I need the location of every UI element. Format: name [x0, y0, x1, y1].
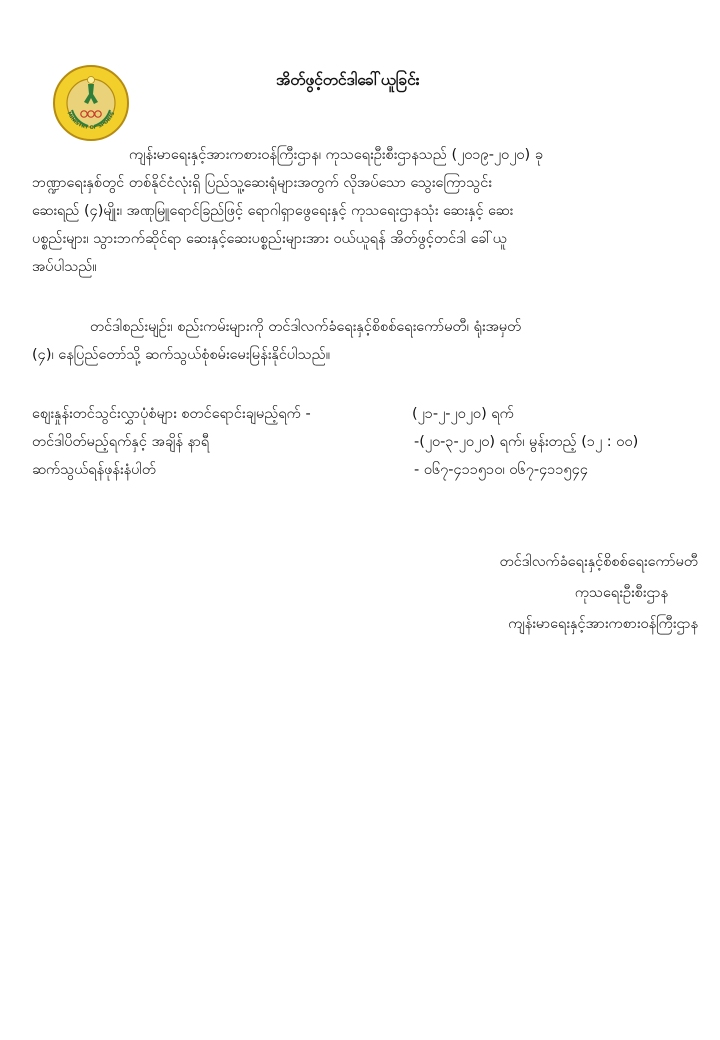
paragraph-line: တင်ဒါစည်းမျဉ်း၊ စည်းကမ်းများကို တင်ဒါလက်ခံရေးနှင့်စိစစ်ရေးကော်မတီ၊ ရုံးအမှတ် — [90, 319, 522, 335]
info-row-phone — [32, 456, 700, 484]
info-value: (၂၁-၂-၂၀၂၀) ရက် — [412, 406, 514, 422]
info-label: စျေးနှုန်းတင်သွင်းလွှာပုံစံများ စတင်ရောင်းချမည့်ရက် - — [32, 406, 311, 422]
info-label: တင်ဒါပိတ်မည့်ရက်နှင့် အချိန် နာရီ — [32, 434, 210, 450]
signature-ministry: ကျန်းမာရေးနှင့်အားကစားဝန်ကြီးဌာန — [508, 616, 698, 632]
paragraph-inquiry — [32, 313, 700, 369]
paragraph-intro — [32, 141, 700, 281]
page-title: အိတ်ဖွင့်တင်ဒါခေါ်ယူခြင်း — [276, 71, 420, 89]
signature-department: ကုသရေးဦးစီးဌာန — [574, 585, 668, 601]
paragraph-line: ကျန်းမာရေးနှင့်အားကစားဝန်ကြီးဌာန၊ ကုသရေးဦးစီးဌာနသည် (၂၀၁၉-၂၀၂၀) ခု — [129, 147, 543, 163]
paragraph-line: ပစ္စည်းများ၊ သွားဘက်ဆိုင်ရာ ဆေးနှင့်ဆေးပစ္စည်းများအား ဝယ်ယူရန် အိတ်ဖွင့်တင်ဒါ ခေါ်ယူ — [32, 231, 507, 247]
paragraph-line: ဘဏ္ဍာရေးနှစ်တွင် တစ်နိုင်ငံလုံးရှိ ပြည်သူ့ဆေးရုံများအတွက် လိုအပ်သော သွေးကြောသွင်း — [32, 175, 492, 191]
signature-block — [398, 547, 698, 640]
signature-committee: တင်ဒါလက်ခံရေးနှင့်စိစစ်ရေးကော်မတီ — [499, 554, 698, 570]
ministry-logo — [52, 64, 130, 142]
info-label: ဆက်သွယ်ရန်ဖုန်းနံပါတ် — [32, 462, 157, 478]
seal-text: MINISTRY OF SPORTS — [65, 110, 117, 132]
ministry-seal-icon — [52, 64, 130, 142]
paragraph-line: အပ်ပါသည်။ — [32, 259, 97, 275]
info-row-sale-date — [32, 400, 700, 428]
paragraph-line: ဆေးရည် (၄)မျိုး၊ အဏုမြူရောင်ခြည်ဖြင့် ရောဂါရှာဖွေရေးနှင့် ကုသရေးဌာနသုံး ဆေးနှင့် ဆေး — [32, 203, 514, 219]
info-row-closing-date — [32, 428, 700, 456]
info-value: -(၂၀-၃-၂၀၂၀) ရက်၊ မွန်းတည့် (၁၂ : ၀၀) — [414, 434, 639, 450]
paragraph-line: (၄)၊ နေပြည်တော်သို့ ဆက်သွယ်စုံစမ်းမေးမြန်းနိုင်ပါသည်။ — [32, 347, 331, 363]
tender-info — [32, 400, 700, 484]
info-value: - ၀၆၇-၄၁၁၅၁၀၊ ၀၆၇-၄၁၁၅၄၄ — [414, 462, 589, 478]
